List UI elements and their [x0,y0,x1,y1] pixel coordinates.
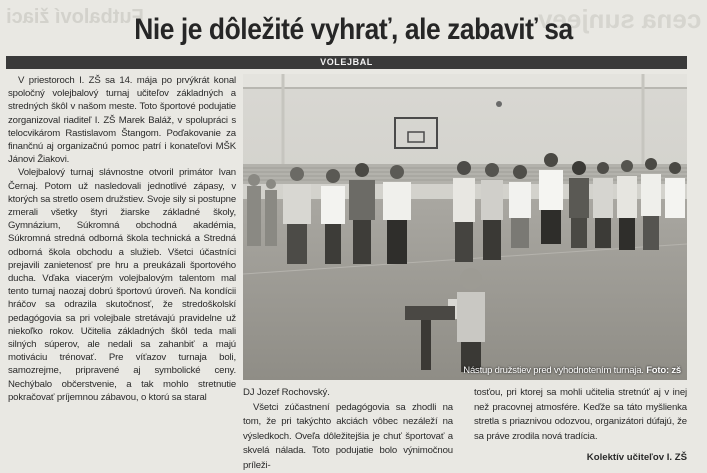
ghost-left-text: Futbaloví žiaci [6,6,144,29]
paragraph-tournament: Volejbalový turnaj slávnostne otvoril primátor Ivan Černaj. Potom už nasledovali jednotlivé zápasy, v ktorých sa stretlo osem družstiev. Svoje sily si postupne zmerali všetky štyri žiarske základné školy, Gymnázium, Súkromná obchodná akadémia, Súkromná stredná odborná škola technická a Stredná odborná škola obchodu a služieb. Všetci účastníci prejavili zanietenosť pre hru a preukázali športového ducha. Vďaka viacerým volejbalovým talentom mal tento turnaj naozaj dobrú športovú úroveň. Na kondícii hráčov sa odrazila skutočnosť, že stredoškolskí pedagógovia sa pri volejbale stretávajú pravidelne už niekoľko rokov. Učitelia základných škôl teda mali silných súperov, ale nedali sa zahanbiť a majú motiváciu trénovať. Pre víťazov turnaja boli, samozrejme, pripravené aj symbolické ceny. Nechýbalo občerstvenie, a tak mohlo stretnutie pokračovať príjemnou zábavou, o ktorú sa staral [8,166,236,404]
paragraph-intro: V priestoroch I. ZŠ sa 14. mája po prvýkrát konal spoločný volejbalový turnaj učiteľov základných a stredných škôl v našom meste. Toto športové podujatie zorganizoval riaditeľ I. ZŠ Marek Baláž, v spolupráci s telocvikárom Rastislavom Štangom. Poďakovanie za finančnú aj organizačnú pomoc patrí i konateľovi MŠK Jánovi Žiakovi. [8,74,236,166]
article-photo [243,74,687,380]
caption-text: Nástup družstiev pred vyhodnotením turnaja. [463,365,643,376]
photo-caption [463,365,681,376]
article-column-middle [243,386,453,473]
section-rubric: VOLEJBAL [6,56,687,69]
photo-credit: Foto: zš [646,365,681,376]
article-headline: Nie je dôležité vyhrať, ale zabaviť sa [42,10,664,50]
gym-team-lineup-photo [243,74,687,380]
paragraph-conclusion: tosťou, pri ktorej sa mohli učitelia stretnúť aj v inej než pracovnej atmosfére. Keďže sa táto myšlienka stretla s priaznivou odozvou, organizátori dúfajú, že sa práve zrodila nová tradícia. [474,386,687,444]
ghost-right-text: cena sunjeev [538,4,701,35]
article-column-right [474,386,687,444]
paragraph-consensus: Všetci zúčastnení pedagógovia sa zhodli na tom, že pri takýchto akciách vôbec nezáleží na výsledkoch. Oveľa dôležitejšia je chuť športovať a skvelá nálada. Toto podujatie bolo výnimočnou príleži- [243,401,453,473]
paragraph-dj: DJ Jozef Rochovský. [243,386,453,401]
article-column-left [8,74,236,404]
article-signature: Kolektív učiteľov I. ZŠ [560,452,687,463]
